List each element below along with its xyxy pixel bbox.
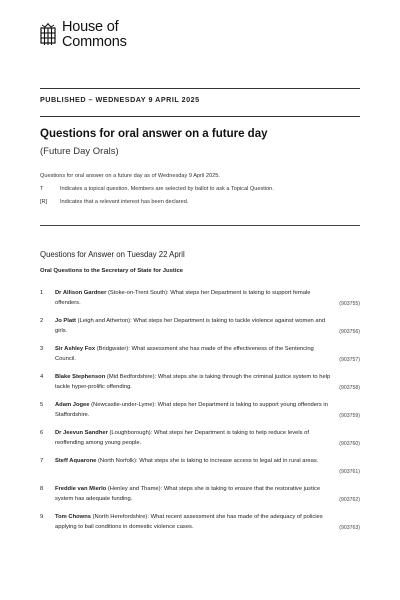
page-title: Questions for oral answer on a future day — [40, 128, 268, 140]
question-constituency: (North Herefordshire): — [92, 514, 149, 520]
legend-text: Indicates a topical question. Members are selected by ballot to ask a Topical Question. — [60, 186, 274, 192]
question-member: Freddie van Mierlo — [55, 486, 107, 492]
legend-key: [R] — [40, 199, 48, 205]
question-number: 8 — [40, 486, 44, 492]
divider-section — [40, 225, 360, 226]
question-member: Blake Stephenson — [55, 374, 106, 380]
question-number: 4 — [40, 374, 44, 380]
question-body — [55, 400, 335, 420]
question-ref: (903758) — [339, 385, 360, 391]
question-text: What steps her Department is taking to support young offenders in Staffordshire. — [55, 402, 328, 418]
question-constituency: (North Norfolk): — [97, 458, 138, 464]
question-ref: (903761) — [339, 469, 360, 475]
intro-text: Questions for oral answer on a future day as of Wednesday 9 April 2025. — [40, 173, 220, 179]
question-ref: (903755) — [339, 301, 360, 307]
question-number: 6 — [40, 430, 44, 436]
question-constituency: (Stoke-on-Trent South): — [107, 290, 169, 296]
question-body — [55, 428, 335, 448]
question-ref: (903760) — [339, 441, 360, 447]
question-number: 1 — [40, 290, 44, 296]
question-constituency: (Henley and Thame): — [107, 486, 163, 492]
question-constituency: (Leigh and Atherton): — [77, 318, 132, 324]
question-number: 3 — [40, 346, 44, 352]
question-number: 7 — [40, 458, 44, 464]
question-ref: (903762) — [339, 497, 360, 503]
legend-key: T — [40, 186, 44, 192]
question-text: What steps her Department is taking to support female offenders. — [55, 290, 311, 306]
question-constituency: (Bridgwater): — [96, 346, 130, 352]
question-member: Steff Aquarone — [55, 458, 97, 464]
legend-topical — [40, 186, 274, 192]
question-constituency: (Mid Bedfordshire): — [106, 374, 157, 380]
house-of-commons-logo — [40, 20, 127, 50]
question-body — [55, 372, 335, 392]
legend-interest — [40, 199, 188, 205]
question-number: 2 — [40, 318, 44, 324]
question-body — [55, 484, 335, 504]
question-body — [55, 456, 335, 466]
divider-bottom — [40, 116, 360, 117]
question-member: Dr Allison Gardner — [55, 290, 107, 296]
divider-top — [40, 88, 360, 89]
question-text: What steps she is taking through the criminal justice system to help tackle hyper-prolific offending. — [55, 374, 331, 390]
question-number: 9 — [40, 514, 44, 520]
question-text: What recent assessment she has made of the adequacy of policies applying to bail conditions in domestic violence cases. — [55, 514, 323, 530]
question-text: What steps her Department is taking to help reduce levels of reoffending among young people. — [55, 430, 309, 446]
question-text: What assessment she has made of the effectiveness of the Sentencing Council. — [55, 346, 314, 362]
question-constituency: (Newcastle-under-Lyme): — [91, 402, 156, 408]
question-member: Sir Ashley Fox — [55, 346, 96, 352]
portcullis-icon — [40, 23, 56, 47]
legend-text: Indicates that a relevant interest has been declared. — [60, 199, 189, 205]
section-heading: Questions for Answer on Tuesday 22 April — [40, 250, 185, 259]
department-heading: Oral Questions to the Secretary of State for Justice — [40, 268, 184, 274]
question-ref: (903757) — [339, 357, 360, 363]
question-member: Tom Chowns — [55, 514, 91, 520]
question-body — [55, 288, 335, 308]
question-body — [55, 344, 335, 364]
question-ref: (903756) — [339, 329, 360, 335]
question-member: Adam Jogee — [55, 402, 90, 408]
question-member: Dr Jeevun Sandher — [55, 430, 108, 436]
logo-line-2: Commons — [62, 34, 127, 50]
question-ref: (903763) — [339, 525, 360, 531]
logo-text — [62, 20, 127, 50]
question-number: 5 — [40, 402, 44, 408]
published-date: PUBLISHED – WEDNESDAY 9 APRIL 2025 — [40, 95, 200, 104]
question-text: What steps she is taking to ensure that the restorative justice system has adequate funding. — [55, 486, 321, 502]
question-text: What steps her Department is taking to tackle violence against women and girls. — [55, 318, 326, 334]
question-ref: (903759) — [339, 413, 360, 419]
page-subtitle: (Future Day Orals) — [40, 146, 119, 157]
question-text: What steps she is taking to increase access to legal aid in rural areas. — [139, 458, 319, 464]
question-body — [55, 512, 335, 532]
question-member: Jo Platt — [55, 318, 76, 324]
question-body — [55, 316, 335, 336]
logo-line-1: House of — [62, 19, 119, 35]
question-constituency: (Loughborough): — [109, 430, 153, 436]
